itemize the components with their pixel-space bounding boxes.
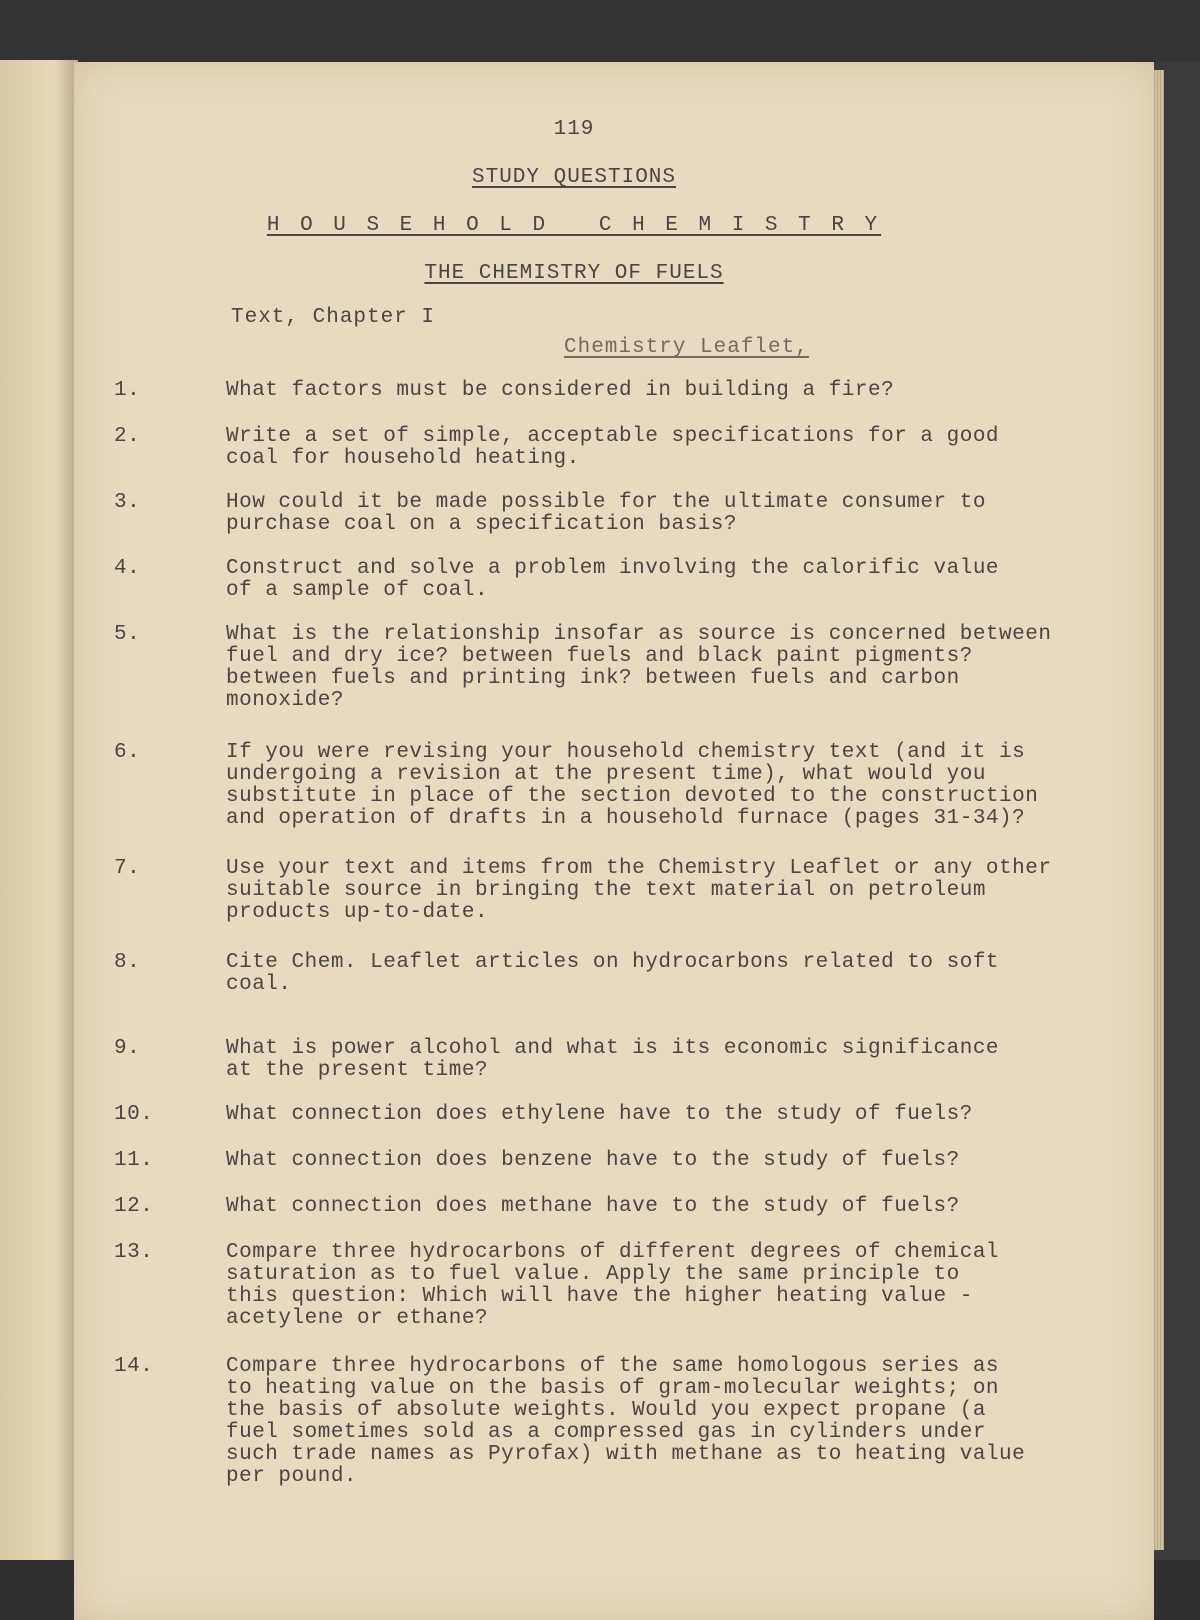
question-text: What connection does benzene have to the study of fuels? (226, 1149, 960, 1172)
question-text: What is power alcohol and what is its economic significance at the present time? (226, 1037, 1000, 1082)
facing-page (0, 60, 78, 1620)
question-number: 10. (114, 1103, 154, 1126)
question-number: 8. (114, 951, 141, 974)
question-number: 12. (114, 1195, 154, 1218)
question-number: 3. (114, 491, 141, 514)
question-number: 14. (114, 1355, 154, 1378)
topic-title: THE CHEMISTRY OF FUELS (424, 262, 724, 285)
question-text: Construct and solve a problem involving the calorific value of a sample of coal. (226, 557, 1000, 602)
question-number: 6. (114, 741, 141, 764)
question-number: 4. (114, 557, 141, 580)
question-text: What factors must be considered in building a fire? (226, 379, 895, 402)
question-text: Compare three hydrocarbons of the same homologous series as to heating value on the basis of gram-molecular weights; on the basis of absolute weights. Would you expect propane (a fuel sometimes sold as a compressed gas in cylinders under such trade names as Pyrofax) with methane as to heating value per pound. (226, 1355, 1026, 1488)
question-text: What is the relationship insofar as source is concerned between fuel and dry ice? between fuels and black paint pigments? between fuels and printing ink? between fuels and carbon monoxide? (226, 623, 1052, 712)
question-number: 9. (114, 1037, 141, 1060)
question-text: Use your text and items from the Chemistry Leaflet or any other suitable source in bringing the text material on petroleum products up-to-date. (226, 857, 1052, 924)
question-number: 7. (114, 857, 141, 880)
question-number: 11. (114, 1149, 154, 1172)
question-text: Write a set of simple, acceptable specifications for a good coal for household heating. (226, 425, 1000, 470)
background (0, 0, 1200, 62)
question-number: 5. (114, 623, 141, 646)
question-number: 2. (114, 425, 141, 448)
question-text: What connection does ethylene have to the study of fuels? (226, 1103, 973, 1126)
document-page (74, 62, 1154, 1620)
question-text: What connection does methane have to the study of fuels? (226, 1195, 960, 1218)
heading: STUDY QUESTIONS (471, 166, 677, 189)
question-text: If you were revising your household chemistry text (and it is undergoing a revision at the present time), what would you substitute in place of the section devoted to the construction and operation of drafts in a household furnace (pages 31-34)? (226, 741, 1039, 830)
question-text: Compare three hydrocarbons of different degrees of chemical saturation as to fuel value. Apply the same principle to this question: Which will have the higher heating value - acetylene or ethane? (226, 1241, 1000, 1330)
question-number: 1. (114, 379, 141, 402)
subject-title: H O U S E H O L D C H E M I S T R Y (266, 214, 882, 237)
question-number: 13. (114, 1241, 154, 1264)
reference-leaflet: Chemistry Leaflet, (564, 336, 809, 359)
question-text: Cite Chem. Leaflet articles on hydrocarbons related to soft coal. (226, 951, 1000, 996)
page-number: 119 (553, 118, 595, 141)
reference-text: Text, Chapter I (231, 306, 436, 329)
question-text: How could it be made possible for the ultimate consumer to purchase coal on a specification basis? (226, 491, 986, 536)
